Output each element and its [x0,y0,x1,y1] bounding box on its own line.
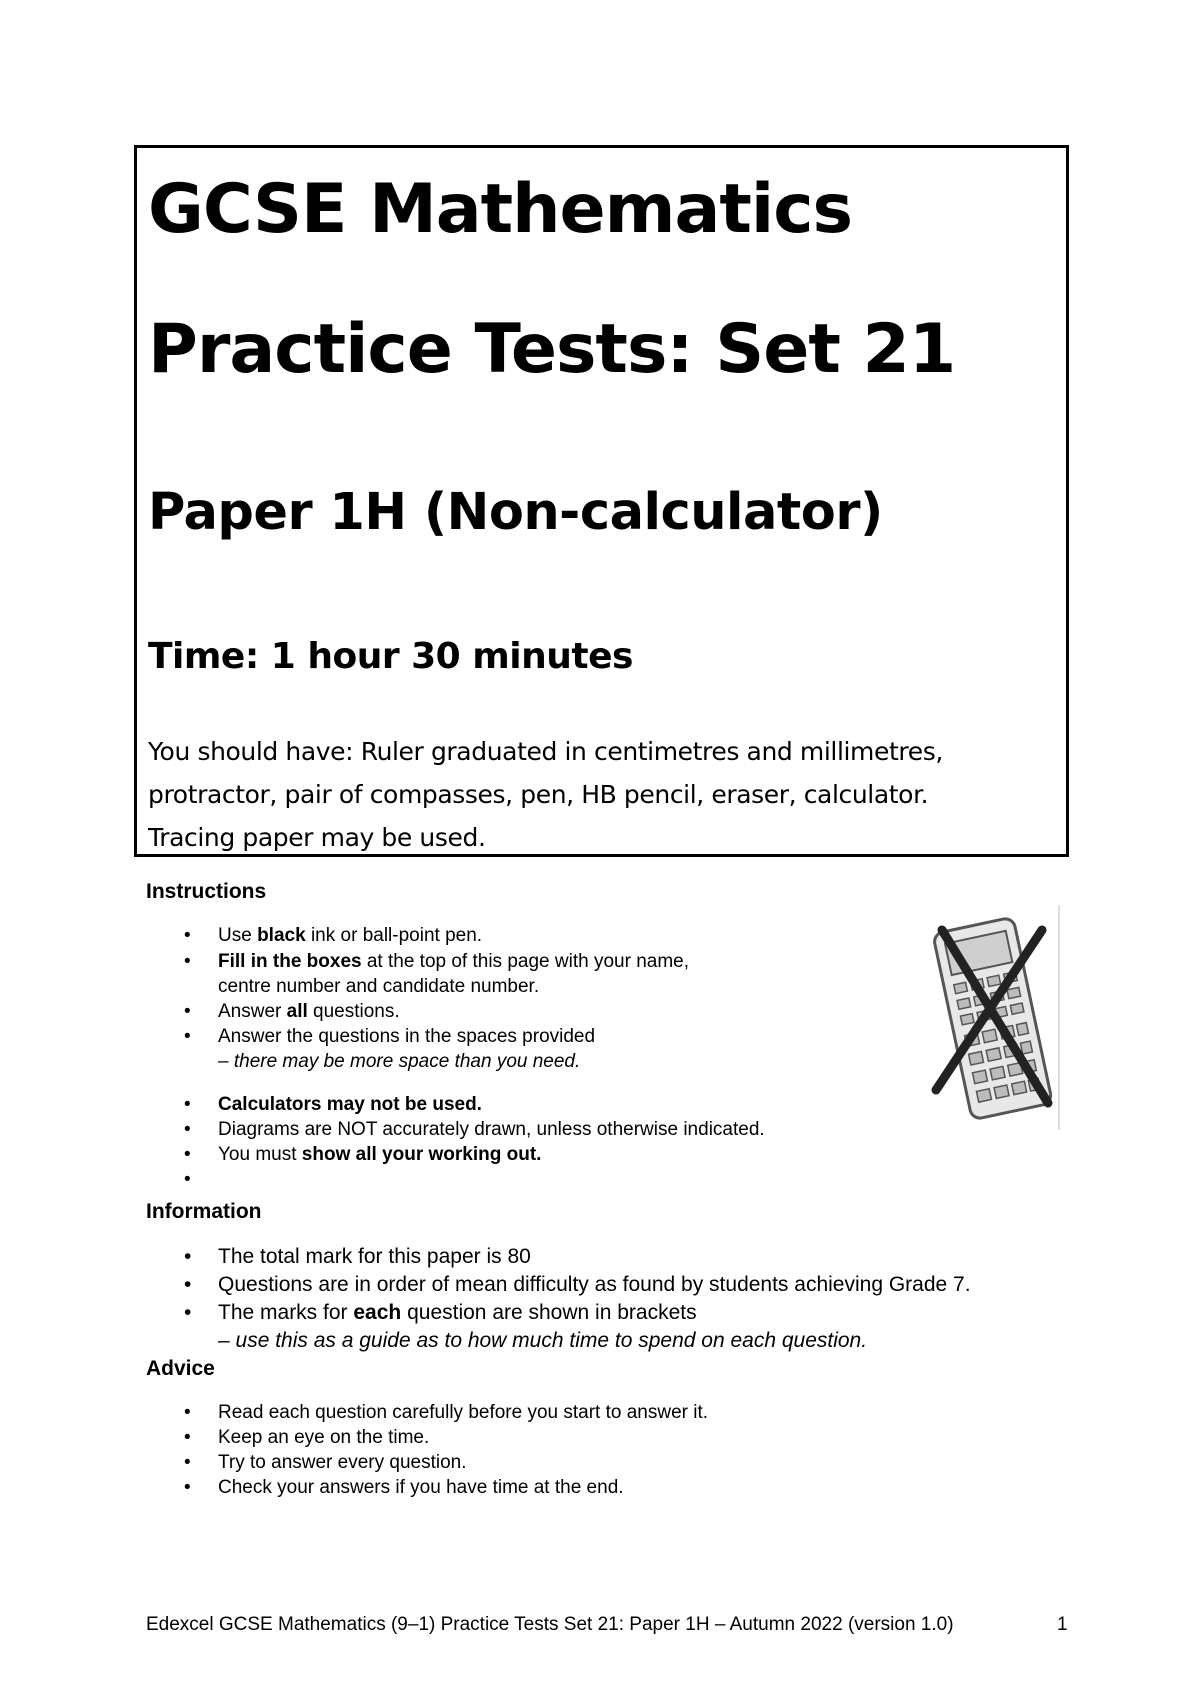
information-heading: Information [146,1200,262,1223]
information-item-3 [218,1301,697,1325]
bullet: • [184,1452,191,1473]
information-bold: each [353,1301,402,1324]
bullet: • [184,1169,191,1190]
crossed-out-calculator-icon [930,905,1060,1130]
equipment-line-2: protractor, pair of compasses, pen, HB pencil, eraser, calculator. [148,780,929,809]
bullet: • [184,1144,191,1165]
advice-item-2: Keep an eye on the time. [218,1427,430,1448]
information-item-3-cont: – use this as a guide as to how much time to spend on each question. [218,1329,868,1352]
page-number: 1 [1057,1614,1068,1635]
bullet: • [184,1477,191,1498]
instruction-item-6: Diagrams are NOT accurately drawn, unless otherwise indicated. [218,1119,765,1140]
instruction-text: ink or ball-point pen. [305,925,483,946]
bullet: • [184,925,191,946]
instructions-heading: Instructions [146,880,267,903]
instruction-text: at the top of this page with your name, [361,951,689,972]
instruction-item-5: Calculators may not be used. [218,1094,482,1115]
instruction-bold: all [286,1001,308,1022]
title-box [134,145,1069,857]
advice-item-1: Read each question carefully before you start to answer it. [218,1402,709,1423]
instruction-item-2 [218,951,689,973]
bullet: • [184,1402,191,1423]
bullet: • [184,1119,191,1140]
advice-heading: Advice [146,1357,215,1380]
advice-item-4: Check your answers if you have time at the end. [218,1477,624,1498]
information-text: The marks for [218,1301,354,1324]
paper-title: Paper 1H (Non-calculator) [148,483,883,542]
instruction-item-7 [218,1144,541,1166]
information-item-2: Questions are in order of mean difficulty as found by students achieving Grade 7. [218,1273,971,1296]
bullet: • [184,1301,192,1324]
instruction-bold: black [257,925,306,946]
page-footer: Edexcel GCSE Mathematics (9–1) Practice Tests Set 21: Paper 1H – Autumn 2022 (version 1.0) [146,1614,954,1635]
instruction-text: You must [218,1144,302,1165]
bullet: • [184,1001,191,1022]
equipment-line-1: You should have: Ruler graduated in centimetres and millimetres, [148,737,943,766]
bullet: • [184,1026,191,1047]
instruction-item-2-cont: centre number and candidate number. [218,976,540,997]
instruction-text: Use [218,925,258,946]
title-line-2: Practice Tests: Set 21 [148,310,956,389]
bullet: • [184,1094,191,1115]
instruction-bold: show all your working out. [301,1144,542,1165]
title-line-1: GCSE Mathematics [148,170,853,249]
bullet: • [184,951,191,972]
instruction-item-4-cont: – there may be more space than you need. [218,1051,581,1072]
instruction-item-1 [218,925,482,947]
time-allowed: Time: 1 hour 30 minutes [148,636,633,677]
bullet: • [184,1245,192,1268]
bullet: • [184,1273,192,1296]
information-text: question are shown in brackets [401,1301,697,1324]
advice-item-3: Try to answer every question. [218,1452,467,1473]
instruction-item-4: Answer the questions in the spaces provided [218,1026,596,1047]
instruction-bold: Fill in the boxes [218,951,362,972]
instruction-item-3 [218,1001,400,1023]
instruction-text: Answer [218,1001,287,1022]
equipment-line-3: Tracing paper may be used. [148,823,486,852]
bullet: • [184,1427,191,1448]
instruction-text: questions. [307,1001,400,1022]
information-item-1: The total mark for this paper is 80 [218,1245,531,1268]
